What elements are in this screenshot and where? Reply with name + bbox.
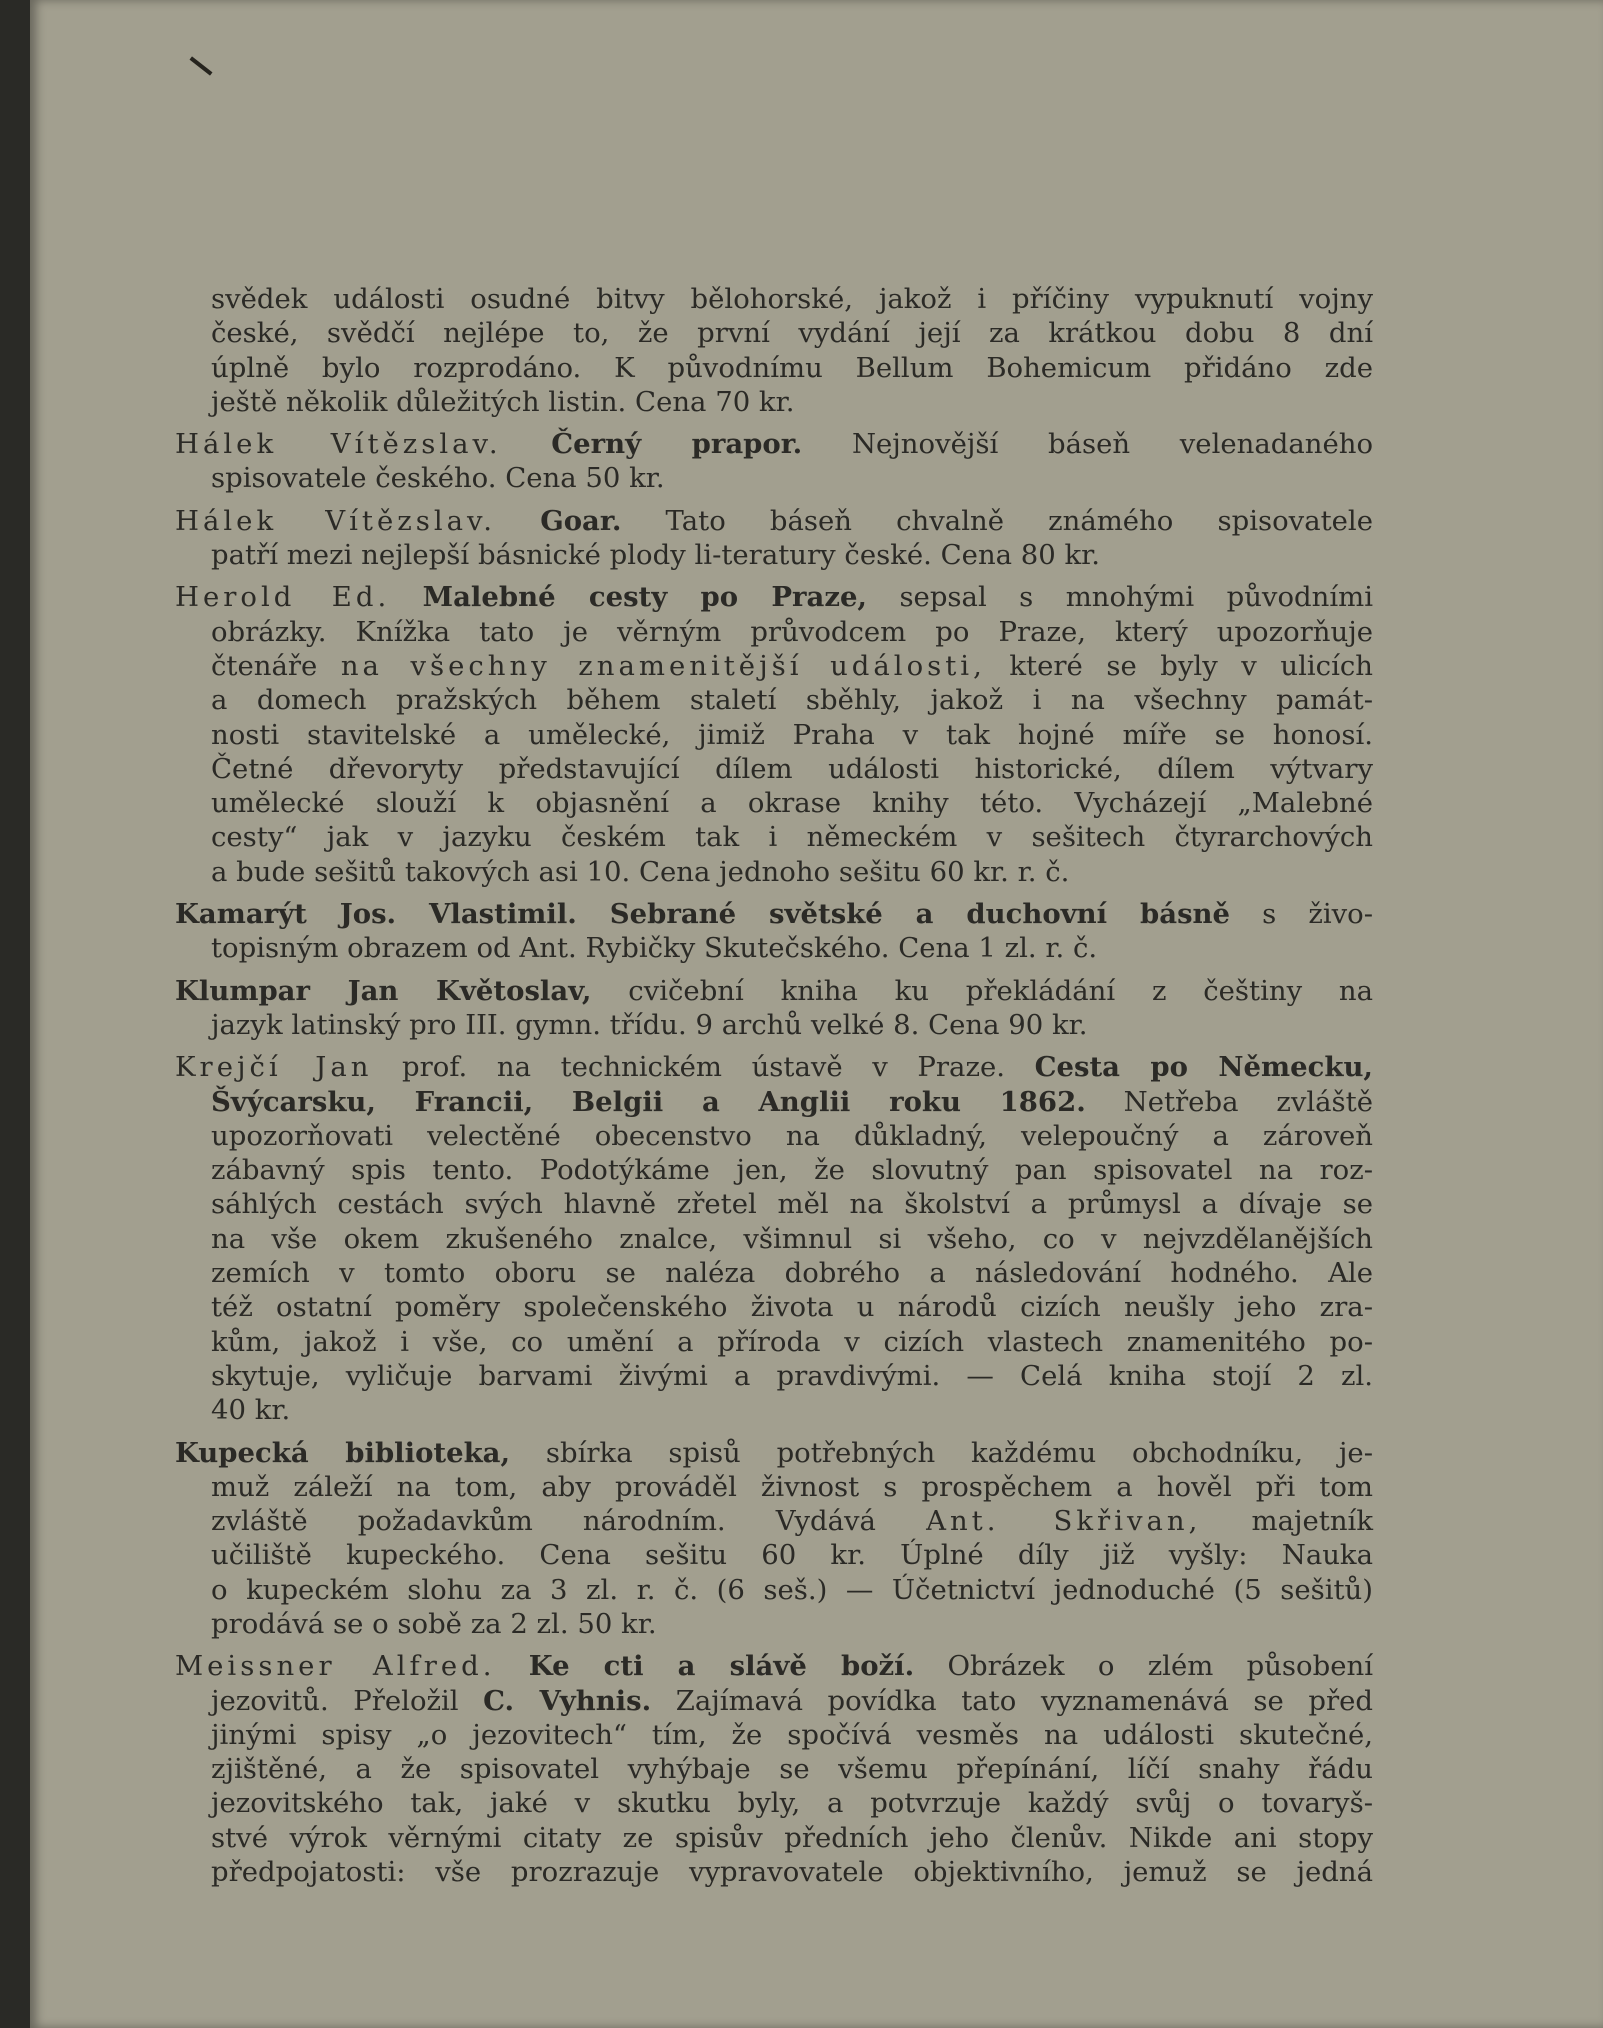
text-line bbox=[178, 316, 1373, 350]
title-text: Cesta po Německu, bbox=[1034, 1051, 1374, 1084]
ink-mark bbox=[190, 56, 213, 75]
text-line bbox=[175, 580, 1373, 614]
text-line bbox=[178, 1290, 1373, 1324]
body-text: jinými spisy „o jezovitech“ tím, že spočívá vesměs na události skutečné, bbox=[211, 1718, 1373, 1751]
author-text: Ant. Skřivan, bbox=[926, 1505, 1202, 1538]
text-line bbox=[178, 1538, 1373, 1572]
text-line bbox=[178, 1359, 1373, 1393]
body-text: české, svědčí nejlépe to, že první vydání její za krátkou dobu 8 dní bbox=[211, 317, 1373, 350]
text-line bbox=[178, 649, 1373, 683]
text-line bbox=[178, 1684, 1373, 1718]
text-line bbox=[178, 1752, 1373, 1786]
body-text: sáhlých cestách svých hlavně zřetel měl na školství a průmysl a dívaje se bbox=[211, 1188, 1373, 1221]
text-line bbox=[178, 1393, 1373, 1427]
catalogue-entry bbox=[175, 1649, 1373, 1889]
text-line bbox=[175, 1649, 1373, 1683]
text-line bbox=[178, 786, 1373, 820]
title-text: C. Vyhnis. bbox=[483, 1684, 652, 1717]
text-line bbox=[178, 1470, 1373, 1504]
body-text: zjištěné, a že spisovatel vyhýbaje se všemu přepínání, líčí snahy řádu bbox=[211, 1753, 1373, 1786]
body-text: též ostatní poměry společenského života u národů cizích neušly jeho zra- bbox=[211, 1291, 1373, 1324]
text-line bbox=[178, 461, 1373, 495]
text-line bbox=[178, 820, 1373, 854]
author-text: Krejčí Jan bbox=[175, 1051, 373, 1084]
catalogue-entry bbox=[178, 282, 1373, 419]
body-text: muž záleží na tom, aby prováděl živnost s prospěchem a hověl při tom bbox=[211, 1470, 1373, 1503]
title-text: Kamarýt Jos. Vlastimil. Sebrané světské a duchovní básně bbox=[175, 898, 1231, 931]
body-text bbox=[495, 1650, 528, 1682]
title-text: Ke cti a slávě boží. bbox=[528, 1650, 915, 1683]
body-text: sbírka spisů potřebných každému obchodníku, je- bbox=[510, 1436, 1373, 1469]
body-text: skytuje, vyličuje barvami živými a pravdivými. — Celá kniha stojí 2 zl. bbox=[211, 1359, 1373, 1392]
text-line bbox=[178, 1187, 1373, 1221]
body-text: jezovitů. Přeložil bbox=[211, 1684, 484, 1717]
body-text: Tato báseň chvalně známého spisovatele bbox=[621, 504, 1373, 537]
title-text: Kupecká biblioteka, bbox=[175, 1436, 511, 1469]
text-line bbox=[178, 683, 1373, 717]
body-text: úplně bylo rozprodáno. K původnímu Bellum Bohemicum přidáno zde bbox=[211, 351, 1373, 384]
author-text: Meissner Alfred. bbox=[175, 1650, 496, 1683]
catalogue-entry bbox=[175, 504, 1373, 573]
text-line bbox=[178, 1085, 1373, 1119]
body-text: zvláště požadavkům národním. Vydává bbox=[211, 1505, 927, 1538]
body-text: 40 kr. bbox=[211, 1394, 291, 1427]
body-text: Nejnovější báseň velenadaného bbox=[802, 428, 1373, 461]
body-text: jazyk latinský pro III. gymn. třídu. 9 archů velké 8. Cena 90 kr. bbox=[211, 1008, 1088, 1041]
body-text: prof. na technickém ústavě v Praze. bbox=[372, 1051, 1035, 1084]
text-line bbox=[175, 1050, 1373, 1084]
body-text: kům, jakož i vše, co umění a příroda v cizích vlastech znamenitého po- bbox=[211, 1325, 1373, 1358]
body-text: stvé výrok věrnými citaty ze spisův předních jeho členův. Nikde ani stopy bbox=[211, 1821, 1373, 1854]
body-text: s živo- bbox=[1230, 898, 1374, 931]
text-line bbox=[178, 931, 1373, 965]
body-text bbox=[390, 581, 422, 613]
text-line bbox=[178, 1153, 1373, 1187]
body-text: jezovitského tak, jaké v skutku byly, a potvrzuje každý svůj o tovaryš- bbox=[211, 1787, 1373, 1820]
body-text: majetník bbox=[1201, 1505, 1373, 1538]
title-text: Černý prapor. bbox=[551, 428, 803, 461]
author-text: Hálek Vítězslav. bbox=[175, 428, 502, 461]
scanned-page bbox=[30, 0, 1603, 2028]
text-line bbox=[178, 1504, 1373, 1538]
body-text bbox=[502, 428, 552, 460]
title-text: Goar. bbox=[540, 504, 622, 537]
text-line bbox=[178, 752, 1373, 786]
body-text: upozorňovati velectěné obecenstvo na důkladný, velepoučný a zároveň bbox=[211, 1119, 1373, 1152]
text-line bbox=[178, 1008, 1373, 1042]
author-text: na všechny znamenitější události, bbox=[340, 649, 986, 682]
body-text: svědek události osudné bitvy bělohorské, jakož i příčiny vypuknutí vojny bbox=[211, 283, 1373, 315]
text-line bbox=[178, 1325, 1373, 1359]
body-text: které se byly v ulicích bbox=[985, 649, 1373, 682]
body-text: sepsal s mnohými původními bbox=[867, 581, 1373, 614]
body-text: o kupeckém slohu za 3 zl. r. č. (6 seš.) — Účetnictví jednoduché (5 sešitů) bbox=[211, 1573, 1373, 1606]
body-text: umělecké slouží k objasnění a okrase knihy této. Vycházejí „Malebné bbox=[211, 787, 1373, 820]
text-line bbox=[178, 538, 1373, 572]
body-text: čtenáře bbox=[211, 649, 341, 682]
body-text: a bude sešitů takových asi 10. Cena jednoho sešitu 60 kr. r. č. bbox=[211, 855, 1070, 888]
body-text: cesty“ jak v jazyku českém tak i německém v sešitech čtyrarchových bbox=[211, 821, 1373, 854]
body-text: Netřeba zvláště bbox=[1085, 1085, 1373, 1118]
text-line bbox=[178, 1855, 1373, 1889]
author-text: Hálek Vítězslav. bbox=[175, 504, 497, 537]
body-text: zemích v tomto oboru se naléza dobrého a následování hodného. Ale bbox=[211, 1257, 1373, 1290]
title-text: Švýcarsku, Francii, Belgii a Anglii roku 1862. bbox=[211, 1085, 1086, 1118]
body-text: ještě několik důležitých listin. Cena 70 kr. bbox=[211, 385, 795, 418]
text-line bbox=[175, 974, 1373, 1008]
text-line bbox=[175, 1436, 1373, 1470]
author-text: Herold Ed. bbox=[175, 581, 391, 614]
catalogue-entry bbox=[175, 427, 1373, 496]
catalogue-entry bbox=[175, 580, 1373, 889]
body-text: cvičební kniha ku překládání z češtiny na bbox=[591, 974, 1373, 1007]
text-line bbox=[178, 351, 1373, 385]
body-text: Zajímavá povídka tato vyznamenává se před bbox=[651, 1684, 1373, 1717]
body-text: Obrázek o zlém působení bbox=[914, 1650, 1373, 1683]
text-line bbox=[178, 1222, 1373, 1256]
body-text: na vše okem zkušeného znalce, všimnul si všeho, co v nejvzdělanějších bbox=[211, 1222, 1373, 1255]
body-text: spisovatele českého. Cena 50 kr. bbox=[211, 462, 665, 495]
body-text: prodává se o sobě za 2 zl. 50 kr. bbox=[211, 1607, 657, 1640]
text-line bbox=[178, 1718, 1373, 1752]
text-line bbox=[178, 1821, 1373, 1855]
title-text: Klumpar Jan Květoslav, bbox=[175, 974, 592, 1007]
text-line bbox=[178, 1573, 1373, 1607]
text-line bbox=[178, 855, 1373, 889]
body-text: předpojatosti: vše prozrazuje vypravovatele objektivního, jemuž se jedná bbox=[211, 1856, 1373, 1889]
body-text: zábavný spis tento. Podotýkáme jen, že slovutný pan spisovatel na roz- bbox=[211, 1154, 1373, 1187]
body-text: patří mezi nejlepší básnické plody li-teratury české. Cena 80 kr. bbox=[211, 539, 1101, 572]
body-text: nosti stavitelské a umělecké, jimiž Praha v tak hojné míře se honosí. bbox=[211, 718, 1373, 751]
text-line bbox=[178, 718, 1373, 752]
text-line bbox=[175, 897, 1373, 931]
text-line bbox=[178, 282, 1373, 316]
catalogue-entry bbox=[175, 897, 1374, 966]
body-text: obrázky. Knížka tato je věrným průvodcem po Praze, který upozorňuje bbox=[211, 615, 1373, 648]
text-line bbox=[178, 615, 1373, 649]
text-line bbox=[175, 427, 1373, 461]
body-text: Četné dřevoryty představující dílem události historické, dílem výtvary bbox=[211, 752, 1373, 785]
body-text: učiliště kupeckého. Cena sešitu 60 kr. Úplné díly již vyšly: Nauka bbox=[211, 1539, 1373, 1572]
body-text: topisným obrazem od Ant. Rybičky Skutečského. Cena 1 zl. r. č. bbox=[211, 932, 1098, 965]
text-line bbox=[178, 1786, 1373, 1820]
catalogue-entry bbox=[175, 1050, 1374, 1427]
text-line bbox=[178, 1119, 1373, 1153]
text-line bbox=[175, 504, 1373, 538]
text-line bbox=[178, 385, 1373, 419]
catalogue-entry bbox=[175, 1436, 1373, 1642]
body-text: a domech pražských během staletí sběhly, jakož i na všechny památ- bbox=[211, 684, 1373, 717]
text-line bbox=[178, 1607, 1373, 1641]
catalogue-text bbox=[175, 282, 1374, 1897]
body-text bbox=[496, 505, 540, 537]
title-text: Malebné cesty po Praze, bbox=[422, 581, 868, 614]
catalogue-entry bbox=[175, 974, 1373, 1043]
text-line bbox=[178, 1256, 1373, 1290]
